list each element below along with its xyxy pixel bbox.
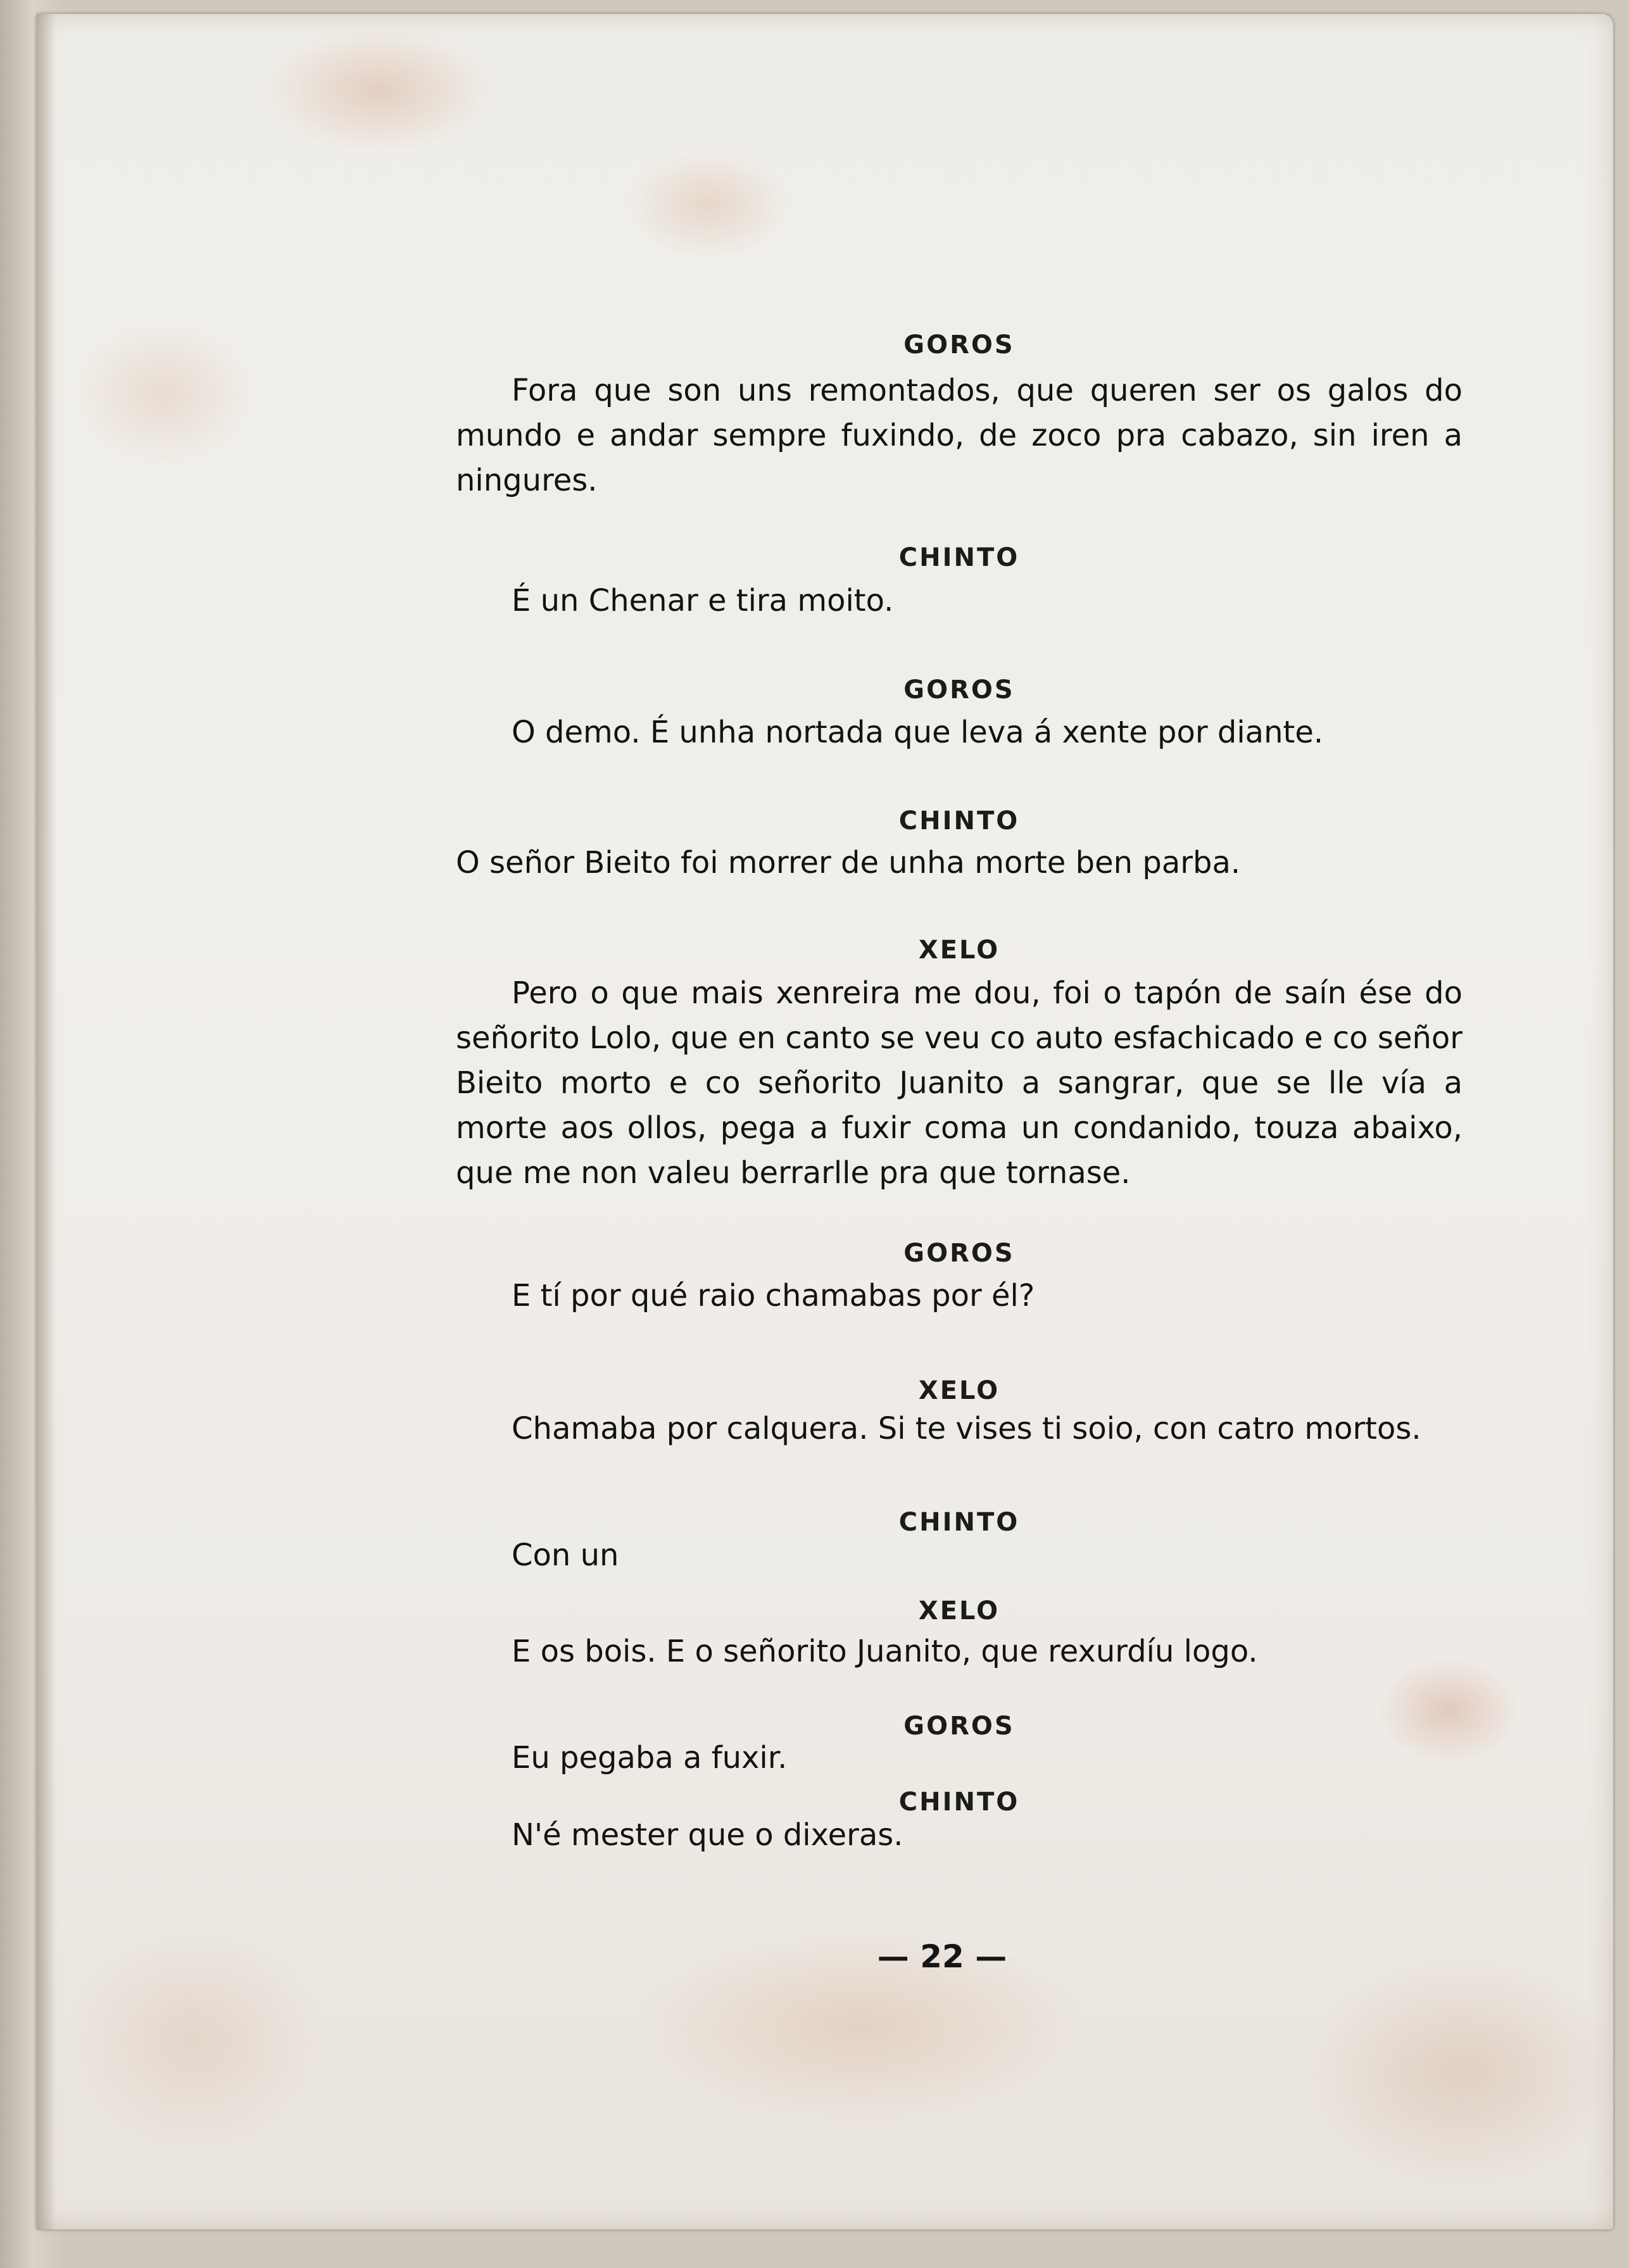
dialogue-goros: Fora que son uns remontados, que queren ser os galos do mundo e andar sempre fuxindo, de zoco pra cabazo, sin iren a ningures. (456, 373, 1462, 498)
dialogue-chinto: É un Chenar e tira moito. (512, 583, 894, 618)
speaker-chinto: CHINTO (898, 806, 1020, 836)
speaker-goros: GOROS (903, 675, 1015, 705)
speaker-xelo: XELO (918, 1596, 1000, 1626)
page-gutter-shadow (37, 14, 56, 2229)
dialogue-xelo: Chamaba por calquera. Si te vises ti soio, con catro mortos. (512, 1411, 1421, 1446)
dialogue-goros: O demo. É unha nortada que leva á xente por diante. (512, 715, 1324, 750)
dialogue-chinto: O señor Bieito foi morrer de unha morte ben parba. (456, 845, 1241, 880)
dialogue-goros: E tí por qué raio chamabas por él? (512, 1278, 1035, 1313)
speaker-goros: GOROS (903, 1712, 1015, 1741)
speaker-xelo: XELO (918, 936, 1000, 965)
dialogue-goros: Eu pegaba a fuxir. (512, 1740, 788, 1776)
speaker-chinto: CHINTO (898, 1508, 1020, 1537)
speaker-goros: GOROS (903, 330, 1015, 360)
speaker-chinto: CHINTO (898, 1788, 1020, 1817)
dialogue-chinto: N'é mester que o dixeras. (512, 1817, 903, 1853)
book-page (37, 14, 1613, 2229)
page-number: — 22 — (877, 1938, 1007, 1975)
dialogue-xelo: E os bois. E o señorito Juanito, que rexurdíu logo. (512, 1634, 1258, 1669)
speaker-chinto: CHINTO (898, 543, 1020, 572)
dialogue-xelo: Pero o que mais xenreira me dou, foi o tapón de saín ése do señorito Lolo, que en canto se veu co auto esfachicado e co señor Bieito morto e co señorito Juanito a sangrar, que se lle vía a morte aos ollos, pega a fuxir coma un condanido, touza abaixo, que me non valeu berrarlle pra que tornase. (456, 975, 1462, 1191)
dialogue-chinto: Con un (512, 1538, 619, 1573)
speaker-goros: GOROS (903, 1239, 1015, 1268)
speaker-xelo: XELO (918, 1376, 1000, 1405)
